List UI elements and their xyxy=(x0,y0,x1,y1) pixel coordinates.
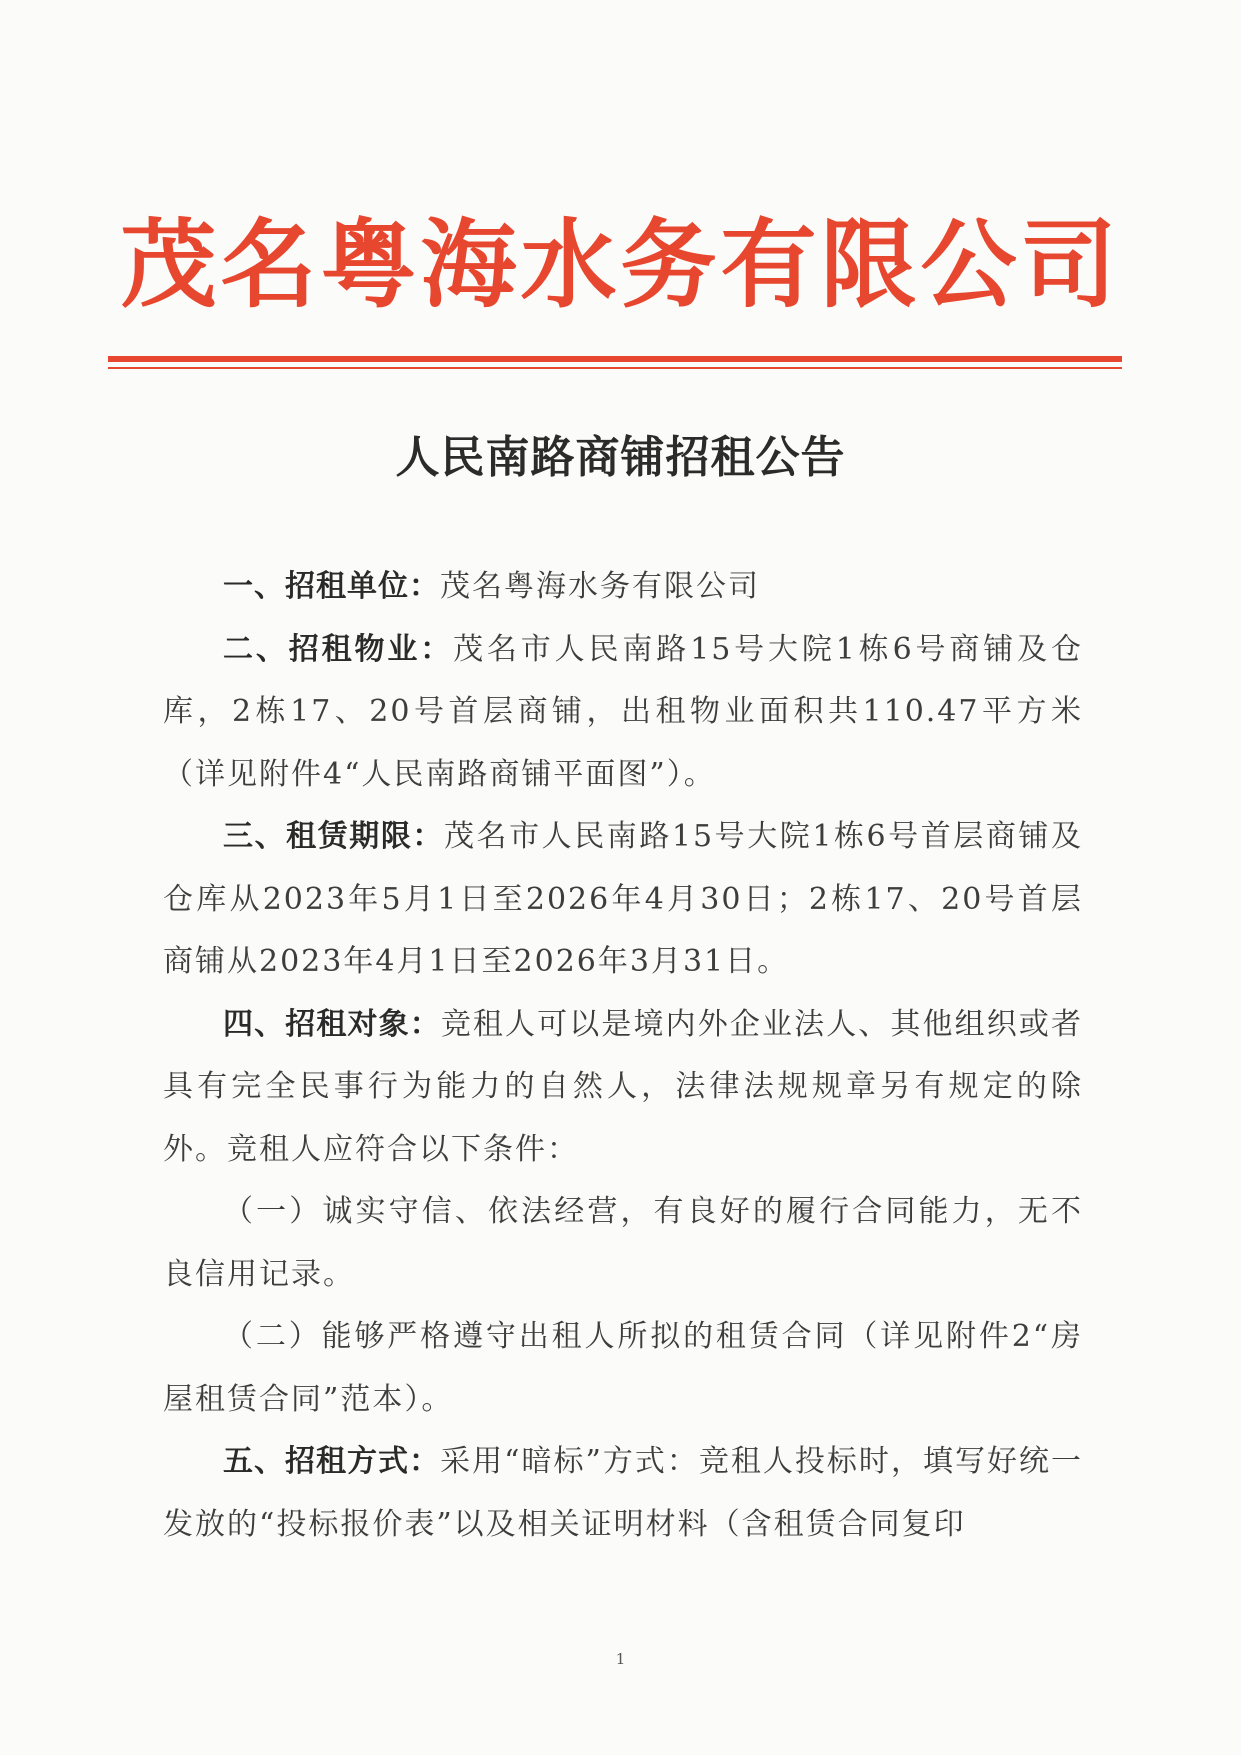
section-paragraph xyxy=(163,619,1083,807)
section-paragraph xyxy=(163,806,1083,994)
section-heading: 三、租赁期限： xyxy=(223,819,444,854)
section-paragraph xyxy=(163,556,1083,619)
section-text: 竞租人可以是境内外企业法人、其他组织或者具有完全民事行为能力的自然人，法律法规规章另有规定的除外。竞租人应符合以下条件： xyxy=(163,1006,1084,1167)
page-number: 1 xyxy=(615,1650,626,1668)
letterhead-rule-thick xyxy=(108,356,1122,362)
condition-paragraph xyxy=(163,1306,1083,1431)
section-heading: 二、招租物业： xyxy=(223,631,454,667)
section-paragraph xyxy=(163,1431,1083,1556)
condition-text: （二）能够严格遵守出租人所拟的租赁合同（详见附件2“房屋租赁合同”范本）。 xyxy=(163,1319,1083,1417)
section-heading: 五、招租方式： xyxy=(223,1444,441,1479)
section-heading: 四、招租对象： xyxy=(223,1006,441,1042)
section-text: 茂名市人民南路15号大院1栋6号商铺及仓库，2栋17、20号首层商铺，出租物业面积共110.47平方米（详见附件4“人民南路商铺平面图”）。 xyxy=(163,631,1083,792)
section-paragraph xyxy=(163,994,1083,1182)
section-text: 采用“暗标”方式：竞租人投标时，填写好统一发放的“投标报价表”以及相关证明材料（含租赁合同复印 xyxy=(163,1444,1083,1542)
condition-text: （一）诚实守信、依法经营，有良好的履行合同能力，无不良信用记录。 xyxy=(163,1194,1083,1292)
letterhead-company-name: 茂名粤海水务有限公司 xyxy=(120,208,1121,321)
letterhead-rule-thin xyxy=(108,367,1122,369)
document-title: 人民南路商铺招租公告 xyxy=(395,432,846,483)
section-text: 茂名粤海水务有限公司 xyxy=(440,569,760,604)
section-heading: 一、招租单位： xyxy=(223,569,440,604)
condition-paragraph xyxy=(163,1181,1083,1306)
section-text: 茂名市人民南路15号大院1栋6号首层商铺及仓库从2023年5月1日至2026年4月30日；2栋17、20号首层商铺从2023年4月1日至2026年3月31日。 xyxy=(163,819,1083,979)
document-body xyxy=(163,556,1083,1556)
